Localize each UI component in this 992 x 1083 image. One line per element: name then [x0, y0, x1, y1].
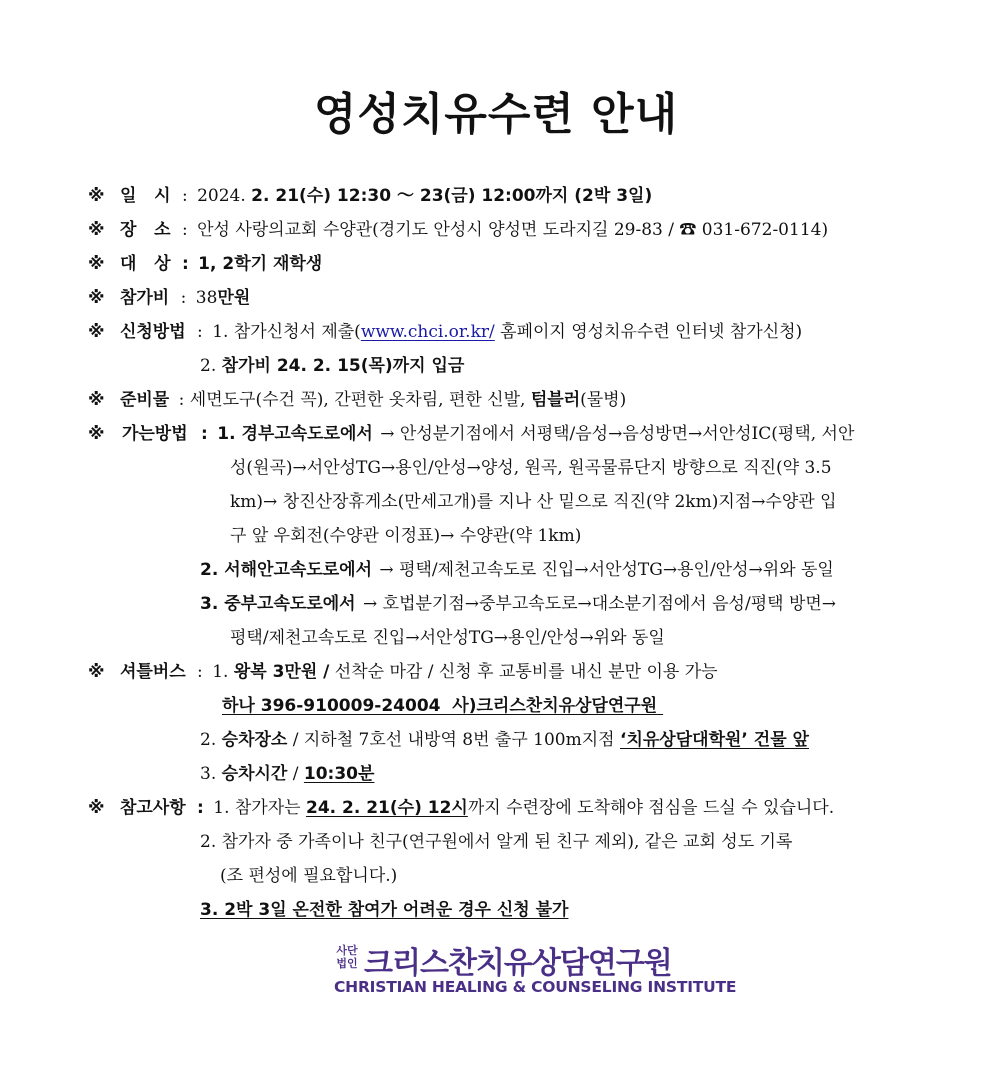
schedule-date-year: 2024. — [197, 186, 246, 206]
shuttle-item-1-fare: 왕복 3만원 / — [233, 662, 330, 682]
note-marker: ※ — [88, 662, 105, 682]
apply-sep: : — [197, 322, 203, 342]
route-3-line-1: → 호법분기점→중부고속도로→대소분기점에서 음성/평택 방면→ — [363, 594, 837, 614]
route-1-head: 1. 경부고속도로에서 — [217, 424, 373, 444]
logo-english-name: CHRISTIAN HEALING & COUNSELING INSTITUTE — [334, 978, 737, 996]
shuttle-item-3-num: 3. — [200, 764, 217, 784]
shuttle-item-2-label: 승차장소 — [221, 730, 288, 750]
logo-corporate-mark — [334, 944, 360, 970]
note-marker: ※ — [88, 254, 105, 274]
route-2-line-1: → 평택/제천고속도로 진입→서안성TG→용인/안성→위와 동일 — [379, 560, 834, 580]
notes-row — [88, 797, 834, 819]
directions-sep: : — [201, 424, 208, 444]
shuttle-item-1-num: 1. — [212, 662, 229, 682]
notes-item-2-line-2: (조 편성에 필요합니다.) — [220, 866, 398, 886]
schedule-sep: : — [181, 186, 188, 206]
notes-item-1-suffix: 까지 수련장에 도착해야 점심을 드실 수 있습니다. — [467, 798, 835, 818]
institute-logo — [334, 940, 737, 1004]
shuttle-item-3 — [200, 763, 374, 785]
website-link[interactable]: www.chci.or.kr/ — [360, 322, 495, 342]
route-2-head: 2. 서해안고속도로에서 — [200, 560, 373, 580]
bank-account: 하나 396-910009-24004 사)크리스찬치유상담연구원 — [222, 696, 664, 716]
prep-value-suffix: (물병) — [580, 390, 627, 410]
apply-item-2-text: 참가비 24. 2. 15(목)까지 입금 — [221, 356, 465, 376]
schedule-row — [88, 185, 652, 207]
directions-label: 가는방법 — [121, 424, 188, 444]
notes-item-3 — [200, 899, 568, 921]
note-marker: ※ — [88, 186, 105, 206]
schedule-date-value: 2. 21(수) 12:30 ～ 23(금) 12:00까지 (2박 3일) — [251, 186, 653, 206]
prep-sep: : — [178, 390, 185, 410]
fee-row — [88, 287, 250, 309]
fee-label: 참가비 — [119, 288, 170, 308]
shuttle-account — [222, 695, 663, 717]
shuttle-item-2-text: / 지하철 7호선 내방역 8번 출구 100m지점 — [287, 730, 620, 750]
route-3 — [200, 593, 836, 615]
shuttle-item-1-text: 선착순 마감 / 신청 후 교통비를 내신 분만 이용 가능 — [329, 662, 718, 682]
place-row — [88, 219, 828, 241]
shuttle-item-2-num: 2. — [200, 730, 217, 750]
notes-label: 참고사항 — [119, 798, 186, 818]
notes-item-3-text: 3. 2박 3일 온전한 참여가 어려운 경우 신청 불가 — [200, 900, 569, 920]
note-marker: ※ — [88, 424, 105, 444]
target-row — [88, 253, 322, 275]
apply-item-1-prefix: 1. 참가신청서 제출( — [212, 322, 361, 342]
shuttle-label: 셔틀버스 — [119, 662, 186, 682]
apply-label: 신청방법 — [119, 322, 186, 342]
shuttle-item-2 — [200, 729, 809, 751]
notes-item-1-prefix: 1. 참가자는 — [213, 798, 306, 818]
fee-amount: 38 — [195, 288, 218, 308]
notes-item-2-line-1: 2. 참가자 중 가족이나 친구(연구원에서 알게 된 친구 제외), 같은 교회 성도 기록 — [200, 832, 793, 852]
prep-value: 세면도구(수건 꼭), 간편한 옷차림, 편한 신발, — [189, 390, 531, 410]
shuttle-sep: : — [197, 662, 203, 682]
shuttle-item-3-label: 승차시간 — [221, 764, 288, 784]
apply-item-2-num: 2. — [200, 356, 217, 376]
pickup-time: 10:30분 — [303, 764, 375, 784]
route-3-head: 3. 중부고속도로에서 — [200, 594, 356, 614]
logo-small-line-1: 사단 — [336, 944, 358, 957]
route-1-line-3: km)→ 창진산장휴게소(만세고개)를 지나 산 밑으로 직진(약 2km)지점→수양관 입 — [230, 492, 837, 512]
prep-row — [88, 389, 626, 411]
fee-sep: : — [180, 288, 187, 308]
note-marker: ※ — [88, 288, 105, 308]
note-marker: ※ — [88, 798, 105, 818]
place-value: 안성 사랑의교회 수양관(경기도 안성시 양성면 도라지길 29-83 / ☎ 031-672-0114) — [197, 220, 829, 240]
route-1-line-1: → 안성분기점에서 서평택/음성→음성방면→서안성IC(평택, 서안 — [380, 424, 855, 444]
target-sep: : — [181, 254, 189, 274]
logo-small-line-2: 법인 — [336, 957, 358, 970]
directions-row — [88, 423, 854, 445]
logo-korean-name: 크리스찬치유상담연구원 — [364, 946, 672, 981]
apply-row — [88, 321, 802, 343]
shuttle-item-3-sep: / — [287, 764, 304, 784]
route-1-line-4: 구 앞 우회전(수양관 이정표)→ 수양관(약 1km) — [230, 526, 582, 546]
shuttle-row — [88, 661, 718, 683]
place-label: 장 소 — [119, 220, 171, 240]
target-label: 대 상 — [119, 254, 171, 274]
prep-label: 준비물 — [119, 390, 170, 410]
route-3-line-2: 평택/제천고속도로 진입→서안성TG→용인/안성→위와 동일 — [230, 628, 665, 648]
arrival-deadline: 24. 2. 21(수) 12시 — [305, 798, 468, 818]
place-sep: : — [181, 220, 188, 240]
notes-sep: : — [197, 798, 204, 818]
prep-value-tumbler: 텀블러 — [530, 390, 581, 410]
target-value: 1, 2학기 재학생 — [198, 254, 323, 274]
apply-item-1-suffix: 홈페이지 영성치유수련 인터넷 참가신청) — [494, 322, 803, 342]
page-title: 영성치유수련 안내 — [313, 89, 679, 140]
note-marker: ※ — [88, 220, 105, 240]
pickup-place: ‘치유상담대학원’ 건물 앞 — [620, 730, 809, 750]
route-1-line-2: 성(원곡)→서안성TG→용인/안성→양성, 원곡, 원곡물류단지 방향으로 직진(약 3.5 — [230, 458, 832, 478]
fee-unit: 만원 — [217, 288, 251, 308]
apply-item-2 — [200, 355, 464, 377]
route-2 — [200, 559, 834, 581]
note-marker: ※ — [88, 322, 105, 342]
note-marker: ※ — [88, 390, 105, 410]
schedule-label: 일 시 — [119, 186, 171, 206]
